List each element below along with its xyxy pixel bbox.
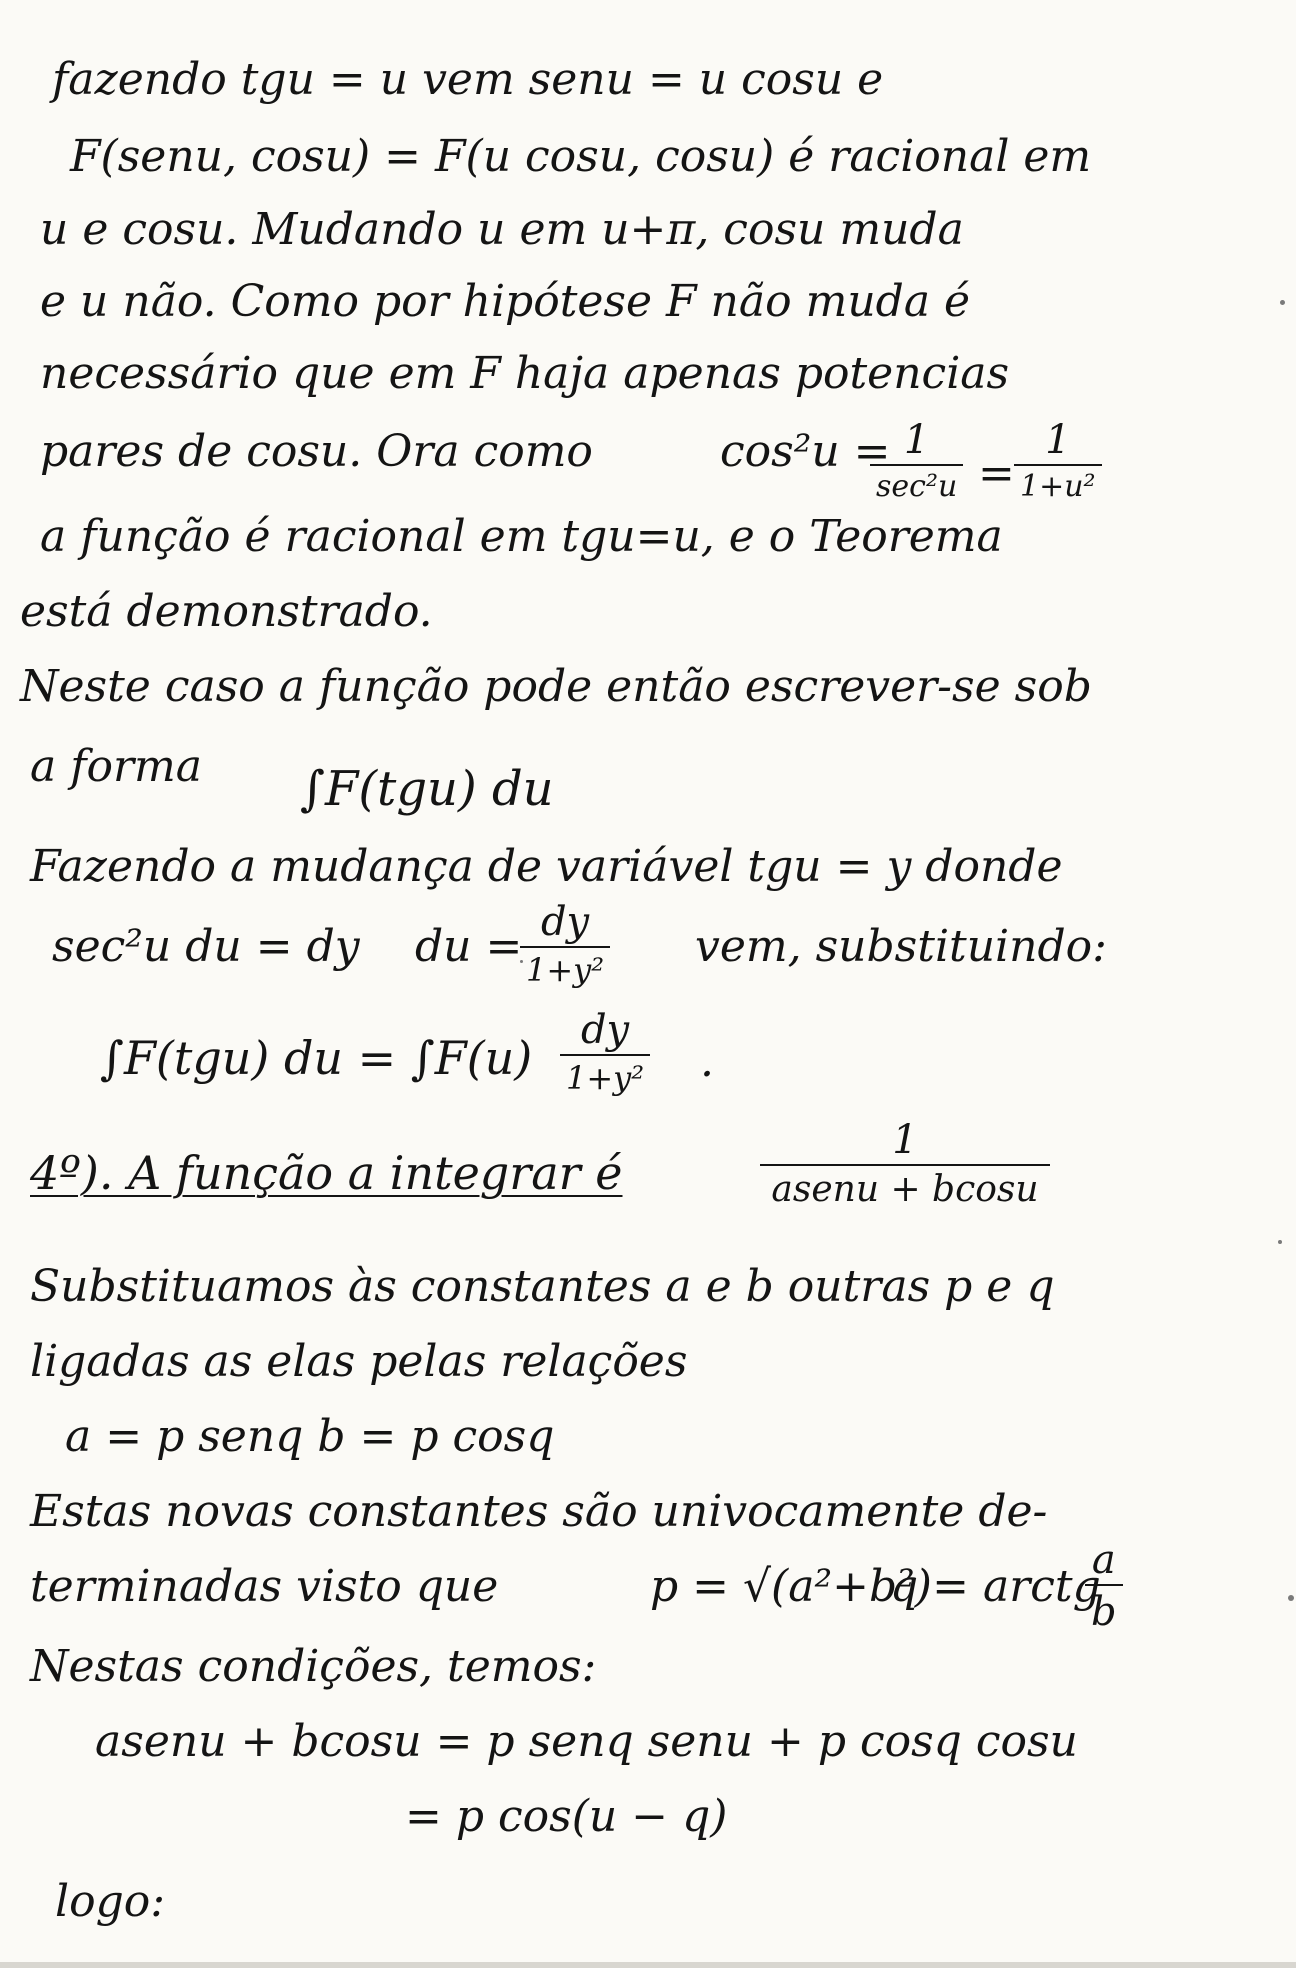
equals-sign: =	[978, 448, 1015, 499]
text-line: asenu + bcosu = p senq senu + p cosq cosu	[95, 1716, 1078, 1767]
fraction-numerator: dy	[580, 1007, 630, 1053]
p-definition: p = √(a²+b²)	[650, 1561, 932, 1612]
text-line: a = p senq b = p cosq	[65, 1411, 555, 1462]
text-line: fazendo tgu = u vem senu = u cosu e	[52, 54, 884, 105]
text-line: vem, substituindo:	[695, 921, 1107, 972]
text-line: = p cos(u − q)	[405, 1791, 728, 1842]
fraction-denominator: 1+y²	[526, 951, 605, 989]
text-line: sec²u du = dy	[52, 921, 360, 972]
fraction-numerator: 1	[903, 417, 930, 463]
text-line: Neste caso a função pode então escrever-se sob	[20, 661, 1092, 712]
fraction-numerator: dy	[540, 899, 590, 945]
text-line: Nestas condições, temos:	[30, 1641, 597, 1692]
text-line: terminadas visto que	[30, 1561, 499, 1612]
cos2u-lhs: cos²u =	[720, 426, 891, 477]
section-heading: 4º). A função a integrar é	[30, 1146, 623, 1200]
fraction-denominator: sec²u	[876, 469, 958, 504]
fraction-numerator: 1	[1045, 417, 1071, 463]
fraction-one-over-sec2u	[870, 417, 963, 504]
text-line: u e cosu. Mudando u em u+π, cosu muda	[40, 204, 964, 255]
fraction-one-over-one-plus-u2	[1014, 417, 1102, 504]
fraction-numerator: a	[1091, 1537, 1116, 1583]
text-line: F(senu, cosu) = F(u cosu, cosu) é racional em	[70, 131, 1092, 182]
scan-speck	[1278, 1240, 1282, 1244]
text-line: pares de cosu. Ora como	[40, 426, 593, 477]
fraction-dy-over-one-plus-y2	[560, 1007, 650, 1097]
text-line: Estas novas constantes são univocamente de-	[30, 1486, 1048, 1537]
fraction-dy-over-one-plus-y2	[520, 899, 610, 989]
text-line: e u não. Como por hipótese F não muda é	[40, 276, 971, 327]
fraction-denominator: 1+y²	[566, 1059, 645, 1097]
q-definition: q = arctg	[890, 1561, 1101, 1612]
text-line: necessário que em F haja apenas potencias	[40, 348, 1010, 399]
fraction-denominator: b	[1091, 1589, 1117, 1635]
text-line: está demonstrado.	[20, 586, 433, 637]
fraction-numerator: 1	[892, 1117, 918, 1163]
text-line: Fazendo a mudança de variável tgu = y donde	[30, 841, 1063, 892]
text-line: a função é racional em tgu=u, e o Teorema	[40, 511, 1003, 562]
text-line: Substituamos às constantes a e b outras p e q	[30, 1261, 1055, 1312]
substitution-equation: ∫F(tgu) du = ∫F(u)	[100, 1031, 533, 1085]
text-line: ligadas as elas pelas relações	[30, 1336, 688, 1387]
integral-form: ∫F(tgu) du	[300, 761, 554, 817]
scan-speck	[1280, 300, 1285, 305]
fraction-denominator: 1+u²	[1020, 469, 1096, 504]
text-line: a forma	[30, 741, 202, 792]
page-edge	[0, 1962, 1296, 1968]
text-line: logo:	[55, 1876, 166, 1927]
fraction-a-over-b	[1085, 1537, 1123, 1635]
scan-speck	[1288, 1595, 1294, 1601]
du-lhs: du =	[415, 921, 523, 972]
fraction-integrand	[760, 1117, 1050, 1210]
fraction-denominator: asenu + bcosu	[771, 1169, 1039, 1210]
period: .	[700, 1036, 714, 1087]
